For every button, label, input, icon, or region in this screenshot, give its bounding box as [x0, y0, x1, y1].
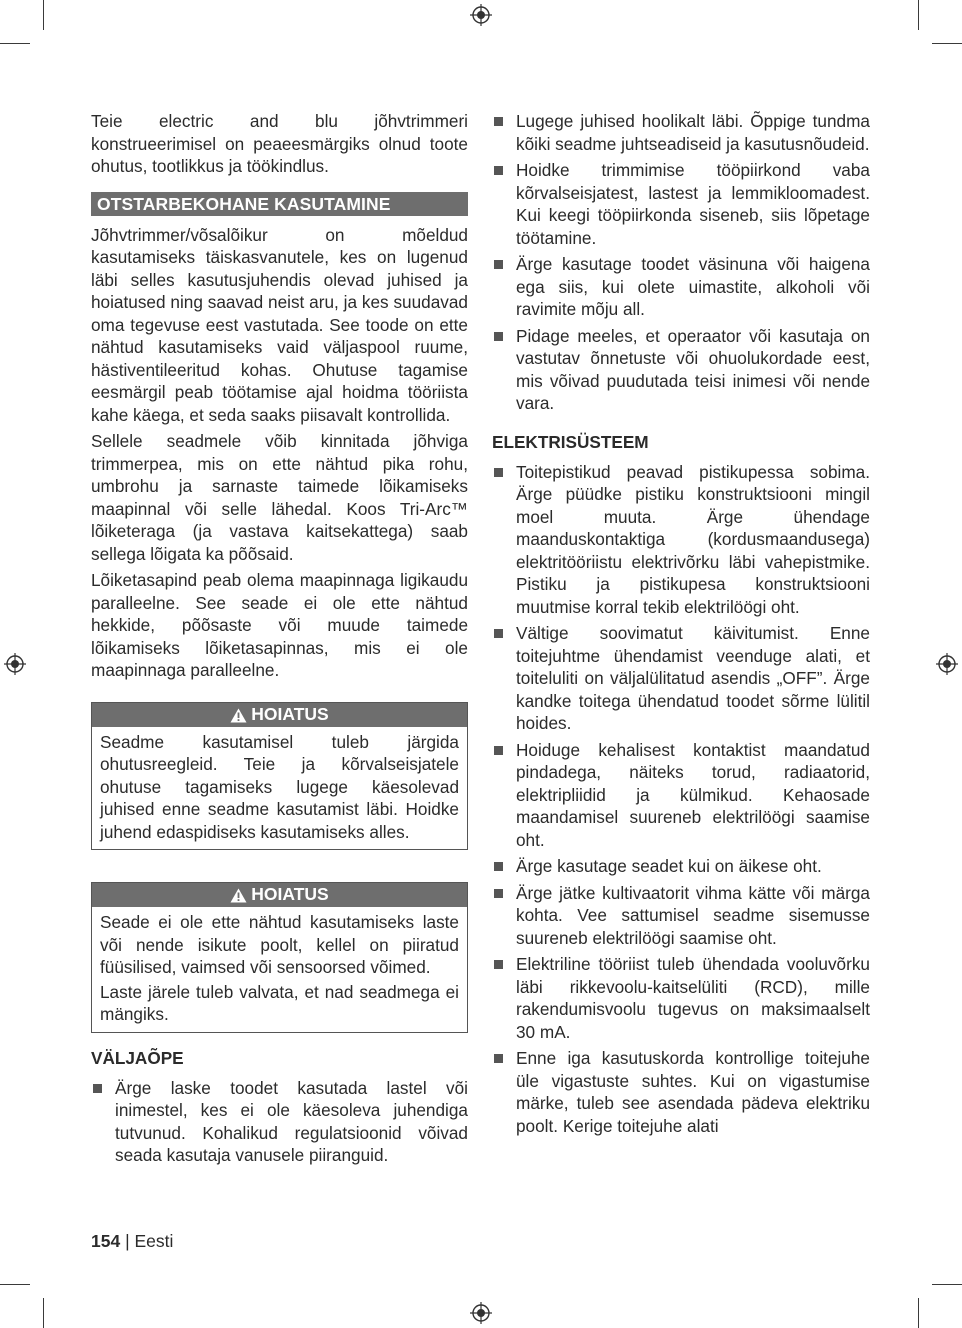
section-heading-training: VÄLJAÕPE: [91, 1047, 184, 1068]
left-column: [91, 110, 468, 1171]
bullet-square-icon: [494, 260, 503, 269]
body-paragraph: Lõiketasapind peab olema maapinnaga ligikaudu paralleelne. See seade ei ole ette nähtud hekkide, põõsaste või muude taimede lõikamiseks lõiketasapinnas, mis ei ole maapinnaga paralleelne.: [91, 570, 468, 680]
body-paragraph: Sellele seadmele võib kinnitada jõhviga trimmerpea, mis on ette nähtud pika rohu, umbrohu ja sarnaste taimede lõikamiseks maapinnal või selle lähedal. Koos Tri-Arc™ lõiketeraga (ja vastava kaitsekattega) saab sellega lõigata ka põõsaid.: [91, 431, 468, 564]
list-item: Ärge kasutage toodet väsinuna või haigena ega siis, kui olete uimastite, alkoholi või ravimite mõju all.: [492, 253, 870, 321]
list-item: Vältige soovimatut käivitumist. Enne toitejuhtme ühendamist veenduge alati, et toiteluliti on väljalülitatud asendis „OFF”. Ärge kandke toitega ühendatud toodet sõrme lülitil hoides.: [492, 622, 870, 735]
warning-header: [92, 883, 467, 907]
right-column: [492, 110, 870, 1141]
list-item: Ärge jätke kultivaatorit vihma kätte või märga kohta. Vee sattumisel seadme sisemusse suureneb elektrilöögi saamise oht.: [492, 882, 870, 950]
warning-box: [91, 702, 468, 851]
warning-triangle-icon: [230, 888, 247, 903]
crop-mark: [43, 0, 44, 30]
warning-title: HOIATUS: [251, 703, 329, 724]
warning-box: [91, 882, 468, 1033]
warning-text: Seadme kasutamisel tuleb järgida ohutusreegleid. Teie ja kõrvalseisjatele ohutuse tagamiseks lugege käesolevad juhised enne seadme kasutamist läbi. Hoidke juhend edaspidiseks kasutamiseks alles.: [100, 731, 459, 842]
bullet-square-icon: [494, 629, 503, 638]
bullet-square-icon: [494, 746, 503, 755]
crop-mark: [932, 1284, 962, 1285]
bullet-square-icon: [494, 117, 503, 126]
body-paragraph: Jõhvtrimmer/võsalõikur on mõeldud kasutamiseks täiskasvanutele, kes on lugenud läbi selles kasutusjuhendis olevad juhised ja hoiatused ning saavad neist aru, ja kes suudavad oma tegevuse eest vastutada. See toode on ette nähtud kasutamiseks vaid väljaspool ruume, hästiventileeritud kohas. Ohutuse tagamise eesmärgil peab töötamise ajal hoidma tööriista kahe käega, et seda saaks piisavalt kontrollida.: [91, 224, 468, 425]
bullet-square-icon: [93, 1084, 102, 1093]
page-footer: [91, 1230, 173, 1252]
crop-mark: [0, 1284, 30, 1285]
list-item: Elektriline tööriist tuleb ühendada vooluvõrku läbi rikkevoolu-kaitselüliti (RCD), mille rakendumisvoolu tugevus on maksimaalselt 30 mA.: [492, 953, 870, 1043]
bullet-square-icon: [494, 960, 503, 969]
section-heading-electric: ELEKTRISÜSTEEM: [492, 431, 649, 452]
list-item: Ärge kasutage seadet kui on äikese oht.: [492, 855, 870, 878]
warning-header: [92, 703, 467, 727]
electric-list: [492, 461, 870, 1138]
registration-mark-icon: [936, 653, 958, 675]
page-number: 154: [91, 1231, 121, 1251]
bullet-square-icon: [494, 332, 503, 341]
bullet-square-icon: [494, 166, 503, 175]
crop-mark: [0, 43, 30, 44]
warning-title: HOIATUS: [251, 884, 329, 904]
bullet-square-icon: [494, 862, 503, 871]
footer-separator: |: [125, 1231, 130, 1251]
safety-list: [492, 110, 870, 415]
registration-mark-icon: [4, 653, 26, 675]
warning-text: Laste järele tuleb valvata, et nad seadmega ei mängiks.: [100, 981, 459, 1024]
bullet-square-icon: [494, 1054, 503, 1063]
list-item: Hoidke trimmimise tööpiirkond vaba kõrvalseisjatest, lastest ja lemmikloomadest. Kui keegi tööpiirkonda siseneb, siis lõpetage töötamine.: [492, 159, 870, 249]
training-list: [91, 1077, 468, 1167]
section-heading-intended-use: OTSTARBEKOHANE KASUTAMINE: [91, 192, 468, 216]
bullet-square-icon: [494, 468, 503, 477]
warning-body: [92, 907, 467, 1032]
crop-mark: [918, 0, 919, 30]
crop-mark: [43, 1298, 44, 1328]
bullet-square-icon: [494, 889, 503, 898]
crop-mark: [918, 1298, 919, 1328]
crop-mark: [932, 43, 962, 44]
warning-triangle-icon: [230, 708, 247, 723]
registration-mark-icon: [470, 1302, 492, 1324]
list-item: Ärge laske toodet kasutada lastel või inimestel, kes ei ole käesoleva juhendiga tutvunud. Kohalikud regulatsioonid võivad seada kasutaja vanusele piiranguid.: [91, 1077, 468, 1167]
footer-language: Eesti: [134, 1231, 174, 1251]
warning-text: Seade ei ole ette nähtud kasutamiseks laste või nende isikute poolt, kellel on piiratud füüsilised, vaimsed või sensoorsed võimed.: [100, 912, 459, 977]
warning-body: [92, 727, 467, 850]
intro-paragraph: Teie electric and blu jõhvtrimmeri konstrueerimisel on peaeesmärgiks olnud toote ohutus, tootlikkus ja töökindlus.: [91, 111, 468, 176]
registration-mark-icon: [470, 4, 492, 26]
list-item: Toitepistikud peavad pistikupessa sobima. Ärge püüdke pistiku konstruktsiooni mingil moel muuta. Ärge ühendage maanduskontaktiga (kordusmaandusega) elektritööriistu elektrivõrku läbi vahepistmike. Pistiku ja pistikupesa konstruktsiooni muutmise korral tekib elektrilöögi oht.: [492, 461, 870, 619]
list-item: Lugege juhised hoolikalt läbi. Õppige tundma kõiki seadme juhtseadiseid ja kasutusnõudeid.: [492, 110, 870, 155]
list-item: Pidage meeles, et operaator või kasutaja on vastutav õnnetuste või ohuolukordade eest, mis võivad puudutada teisi inimesi või nende vara.: [492, 325, 870, 415]
list-item: Enne iga kasutuskorda kontrollige toitejuhe üle vigastuste suhtes. Kui on vigastumise märke, tuleb see asendada pädeva elektriku poolt. Kerige toitejuhe alati: [492, 1047, 870, 1137]
list-item: Hoiduge kehalisest kontaktist maandatud pindadega, näiteks torud, radiaatorid, elektripliidid ja külmikud. Kehaosade maandamisel suureneb elektrilöögi saamise oht.: [492, 739, 870, 852]
